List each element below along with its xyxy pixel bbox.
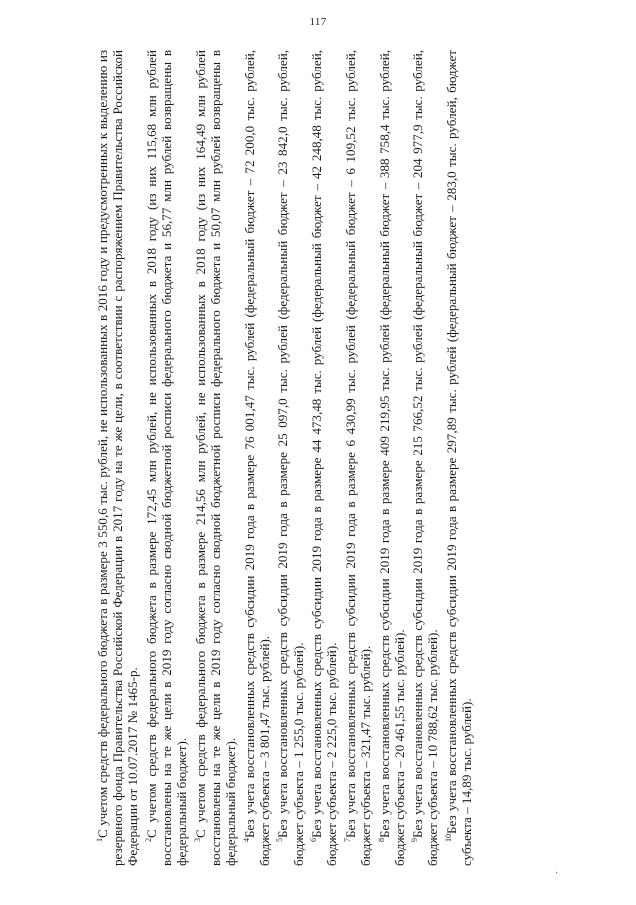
footnote-text: Без учета восстановленных средств субсидии 2019 года в размере 215 766,52 тыс. рублей (федеральный бюджет – 204 977,9 тыс. рублей, бюджет субъекта – 10 788,62 тыс. рублей). [410, 50, 441, 866]
footnote-marker: 3 [192, 838, 202, 842]
footnote-text: Без учета восстановленных средств субсидии 2019 года в размере 6 430,99 тыс. рублей (федеральный бюджет – 6 109,52 тыс. рублей, бюджет субъекта – 321,47 тыс. рублей). [342, 50, 374, 866]
footnote-marker: 1 [95, 838, 104, 842]
footnote-9 [410, 50, 440, 866]
footnote-5 [275, 50, 305, 866]
footnote-marker: 8 [376, 838, 386, 842]
footnote-text: С учетом средств федерального бюджета в размере 214,56 млн рублей, не использованных в 2018 году (из них 164,49 млн рублей восстановлены на те же цели в 2019 году согласно сводной бюджетной росписи федерального бюджета и 50,07 млн рублей возвращены в федеральный бюджет). [192, 50, 239, 866]
footnote-4 [242, 50, 272, 866]
footnote-marker: 10 [443, 834, 453, 842]
footnote-text: С учетом средств федерального бюджета в размере 172,45 млн рублей, не использованных в 2018 году (из них 115,68 млн рублей восстановлены на те же цели в 2019 году согласно сводной бюджетной росписи федерального бюджета и 56,77 млн рублей возвращены в федеральный бюджет). [143, 50, 190, 866]
page-number: 117 [309, 16, 327, 28]
footnote-marker: 4 [241, 838, 251, 842]
footnote-2 [144, 50, 190, 866]
footnote-text: Без учета восстановленных средств субсидии 2019 года в размере 409 219,95 тыс. рублей (федеральный бюджет – 388 758,4 тыс. рублей, бюджет субъекта – 20 461,55 тыс. рублей). [376, 50, 407, 866]
footnote-10 [444, 50, 474, 866]
footnote-marker: 9 [410, 838, 420, 842]
footnote-text: Без учета восстановленных средств субсидии 2019 года в размере 25 097,0 тыс. рублей (федеральный бюджет – 23 842,0 тыс. рублей, бюджет субъекта – 1 255,0 тыс. рублей). [275, 50, 306, 866]
footnotes-list [95, 50, 573, 866]
footnote-7 [343, 50, 373, 866]
rotated-footnotes-block [95, 50, 573, 866]
footnote-marker: 7 [342, 838, 352, 842]
scan-dot-mark: · [555, 868, 559, 879]
footnote-1 [95, 50, 141, 866]
footnote-text: Без учета восстановленных средств субсидии 2019 года в размере 297,89 тыс. рублей (федеральный бюджет – 283,0 тыс. рублей, бюджет субъекта – 14,89 тыс. рублей). [443, 50, 475, 866]
footnote-3 [193, 50, 239, 866]
footnote-6 [309, 50, 339, 866]
footnote-8 [377, 50, 407, 866]
footnote-text: С учетом средств федерального бюджета в размере 3 550,6 тыс. рублей, не использованных в 2016 году и предусмотренных к выделению из резервного фонда Правительства Российской Федерации в 2017 году на те же цели, в соответствии с распоряжением Правительства Российской Федерации от 10.07.2017 № 1465-р. [95, 50, 141, 866]
footnote-marker: 5 [275, 838, 285, 842]
footnote-text: Без учета восстановленных средств субсидии 2019 года в размере 44 473,48 тыс. рублей (федеральный бюджет – 42 248,48 тыс. рублей, бюджет субъекта – 2 225,0 тыс. рублей). [309, 50, 340, 866]
footnote-marker: 2 [143, 838, 153, 842]
footnote-text: Без учета восстановленных средств субсидии 2019 года в размере 76 001,47 тыс. рублей (федеральный бюджет – 72 200,0 тыс. рублей, бюджет субъекта – 3 801,47 тыс. рублей). [241, 50, 272, 866]
footnote-marker: 6 [309, 838, 319, 842]
